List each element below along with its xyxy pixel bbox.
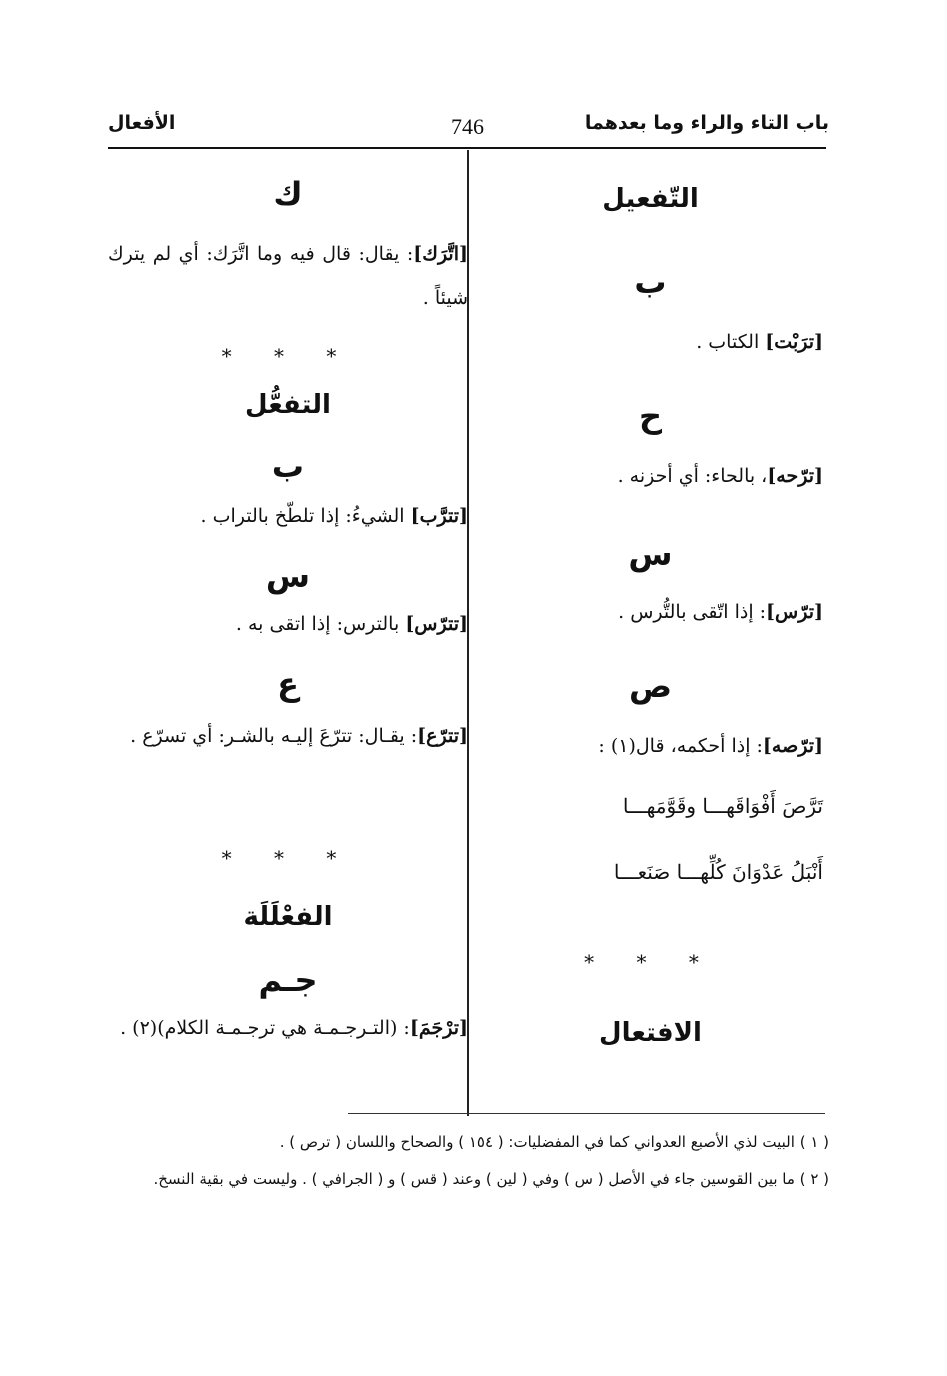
section-heading-tafaul: التفعُّل [245,390,331,420]
letter-jm: جـم [258,961,318,999]
entry-text: ، بالحاء: أي أحزنه . [617,465,768,487]
headword: [تترَّب] [410,505,468,527]
headword: [تترّس] [405,613,468,635]
letter-b: ب [271,447,305,485]
entry-tatarraa [108,714,468,758]
section-separator: * * * [221,344,355,368]
headword: [اتَّرَك] [413,243,468,265]
entry-tarbt [478,320,823,364]
header-rule [108,147,826,149]
verse-line-2: أَنْبَلُ عَدْوَانَ كُلِّهـــا صَنَعـــا [613,860,823,884]
footnote-2: ( ٢ ) ما بين القوسين جاء في الأصل ( س ) وفي ( لين ) وعند ( قس ) و ( الجرافي ) . وليست في بقية النسخ. [153,1170,829,1188]
headword: [ترّحه] [767,465,823,487]
page-number: 746 [451,114,484,139]
section-heading-iftial: الافتعال [599,1018,702,1048]
letter-s: س [265,557,311,595]
verse-line-1: تَرَّصَ أَفْوَاقَهـــا وقَوَّمَهـــا [622,794,823,818]
section-heading-falala: الفعْلَلَة [243,902,333,932]
entry-text: : يقال: قال فيه وما اتَّرَك: أي لم يترك شيئاً . [108,243,468,309]
headword: [ترّس] [766,601,823,623]
entry-tarrasahu [478,724,823,768]
footnote-1: ( ١ ) البيت لذي الأصبع العدواني كما في المفضليات: ( ١٥٤ ) والصحاح واللسان ( ترص ) . [279,1133,829,1151]
letter-s: س [628,535,673,573]
entry-text: الشيءُ: إذا تلطّخ بالتراب . [200,505,411,527]
letter-h: ح [638,397,663,435]
entry-text: : (التـرجـمـة هي ترجـمـة الكلام)(٢) . [120,1017,410,1039]
section-title: الأفعال [108,112,176,134]
entry-tatarrasa [108,602,468,646]
footnote-rule [348,1113,825,1114]
headword: [ترّصه] [762,735,823,757]
section-separator: * * * [584,950,717,974]
headword: [ترَبْت] [765,331,823,353]
chapter-title: باب التاء والراء وما بعدهما [584,112,829,134]
headword: [تترّع] [417,725,468,747]
section-separator: * * * [221,846,355,870]
letter-ayn: ع [277,665,299,703]
entry-tarrasa [478,590,823,634]
entry-text: : إذا أحكمه، قال(١) : [598,735,763,757]
letter-b: ب [634,263,667,301]
entry-ittaraka [108,232,468,320]
section-heading-tafeel: التّفعيل [602,184,699,214]
entry-tarraha [478,454,823,498]
entry-text: : إذا اتّقى بالتُّرس . [618,601,767,623]
entry-text: بالترس: إذا اتقى به . [235,613,406,635]
entry-text: الكتاب . [696,331,766,353]
entry-tatarraba [108,494,468,538]
letter-k: ك [273,175,303,213]
entry-tarjama [108,1006,468,1050]
letter-sad: ص [628,667,673,705]
headword: [ترْجَمَ] [409,1017,468,1039]
entry-text: : يقـال: تترّعَ إليـه بالشـر: أي تسرّع . [130,725,418,747]
